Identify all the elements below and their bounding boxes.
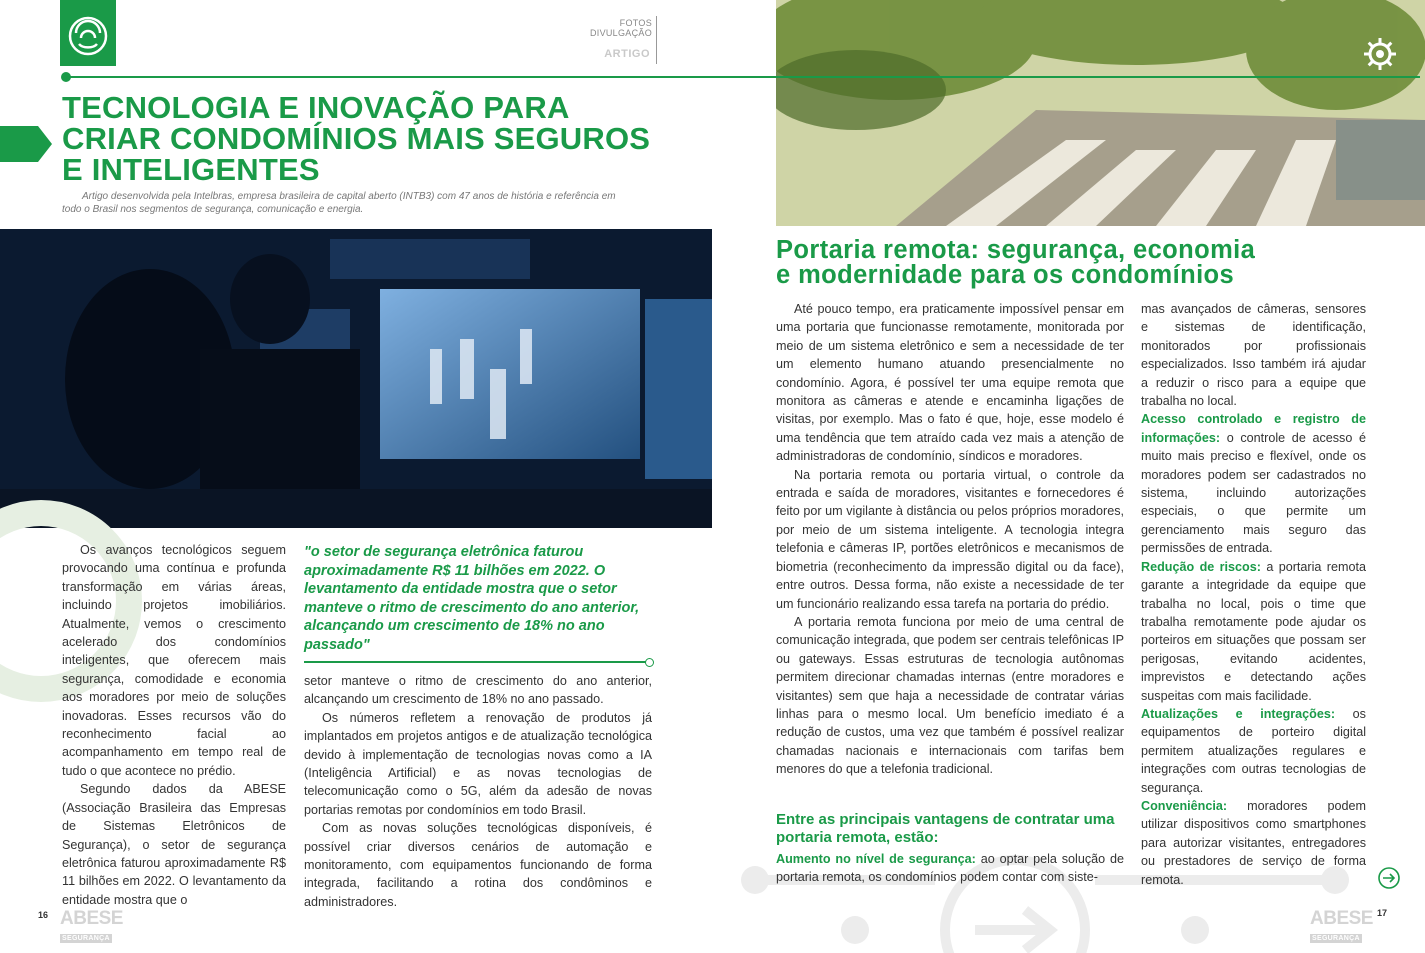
footer-logo-sub: SEGURANÇA	[62, 935, 110, 942]
benefits-subhead: Entre as principais vantagens de contratar uma portaria remota, estão:	[776, 811, 1115, 846]
page-number: 17	[1377, 908, 1388, 918]
arrow-right-circle-icon[interactable]	[1377, 866, 1401, 890]
benefit-text: moradores podem utilizar dispositivos como smartphones para autorizar visitantes, entregadores ou prestadores de serviço de forma remota.	[1141, 798, 1366, 887]
benefit-text: a portaria remota garante a integridade da equipe que trabalha no local, pois o time que trabalha remotamente pode ajudar os porteiros em situações que possam ser perigosas, evitando acidentes, imprevistos e detectando ações suspeitas com mais facilidade.	[1141, 559, 1366, 703]
section-title-line-2: e modernidade para os condomínios	[776, 261, 1235, 289]
photo-credits	[560, 18, 652, 38]
benefit-lead: Conveniência:	[1141, 798, 1228, 813]
right-page	[712, 0, 1425, 953]
section-tag: ARTIGO	[604, 48, 650, 60]
section-title	[776, 238, 1396, 288]
paragraph: A portaria remota funciona por meio de uma central de comunicação integrada, que podem ser centrais telefônicas IP ou gateways. Essas estruturas de tecnologia autônomas permitem direcionar chamadas internas (entre moradores e visitantes) sem que haja a necessidade de contratar várias linhas para o mesmo local. Um benefício imediato é a redução de custos, uma vez que também é possível realizar chamadas nacionais e internacionais com tarifas bem menores do que a telefonia tradicional.	[776, 614, 1124, 777]
article-subtitle: Artigo desenvolvida pela Intelbras, empresa brasileira de capital aberto (INTB3) com 47 anos de história e referência em todo o Brasil nos segmentos de segurança, comunicação e energia.	[62, 191, 616, 215]
benefit-item	[1141, 705, 1366, 797]
section-title-line-1: Portaria remota: segurança, economia	[776, 236, 1256, 264]
article-title	[62, 92, 682, 185]
paragraph: Com as novas soluções tecnológicas disponíveis, é possível criar diversos cenários de automação e monitoramento, com equipamentos funcionando de forma integrada, facilitando a rotina dos condôminos e administradores.	[304, 821, 652, 909]
footer-logo: ABESE	[1310, 908, 1373, 929]
credits-line-1: FOTOS	[619, 18, 652, 28]
paragraph: mas avançados de câmeras, sensores e sistemas de identificação, monitorados por profissionais especializados. Isso também irá ajudar a reduzir o risco para a equipe que trabalha no local.	[1141, 302, 1366, 409]
credits-line-2: DIVULGAÇÃO	[589, 28, 652, 38]
quote-divider	[304, 661, 646, 663]
title-line-1: TECNOLOGIA E INOVAÇÃO PARA	[62, 90, 570, 125]
right-column-2	[1141, 300, 1366, 889]
benefit-lead: Atualizações e integrações:	[1141, 706, 1336, 721]
gear-icon	[1362, 36, 1398, 72]
left-column-2	[304, 672, 652, 911]
title-line-2: CRIAR CONDOMÍNIOS MAIS SEGUROS	[62, 121, 651, 156]
right-column-1	[776, 300, 1124, 779]
benefit-text: o controle de acesso é muito mais preciso e flexível, onde os moradores podem ser cadastrados no sistema, incluindo autorizações especiais, o que permite um gerenciamento mais seguro das permissões de entrada.	[1141, 430, 1366, 556]
building-photo	[776, 0, 1425, 226]
magazine-logo	[60, 0, 116, 66]
benefit-text: os equipamentos de porteiro digital permitem atualizações regulares e integrações com outras tecnologias de segurança.	[1141, 706, 1366, 795]
header-rule	[66, 76, 1420, 78]
footer-logo: ABESE	[60, 908, 123, 929]
chevron-right-icon	[0, 126, 52, 162]
left-page	[0, 0, 712, 953]
benefit-item	[776, 850, 1124, 887]
benefit-item	[1141, 410, 1366, 557]
paragraph: Até pouco tempo, era praticamente impossível pensar em uma portaria que funcionasse remotamente, monitorada por meio de um sistema eletrônico e sem a necessidade de ter um elemento humano atuando presencialmente no condomínio. Agora, é possível ter uma equipe remota que monitora as câmeras e atende e encaminha ligações de visitas, por exemplo. Mas o fato é que, hoje, esse modelo é uma tendência que tem atraído cada vez mais a atenção de administradoras de condomínio, síndicos e moradores.	[776, 302, 1124, 464]
right-column-1-benefit	[776, 850, 1124, 887]
credits-bar	[656, 16, 657, 64]
benefit-item	[1141, 558, 1366, 705]
paragraph: Segundo dados da ABESE (Associação Brasileira das Empresas de Sistemas Eletrônicos de Segurança), o setor de segurança eletrônica faturou aproximadamente R$ 11 bilhões em 2022. O levantamento da entidade mostra que o	[62, 782, 286, 907]
footer-logo-sub: SEGURANÇA	[1312, 935, 1360, 942]
paragraph: Na portaria remota ou portaria virtual, o controle da entrada e saída de moradores, visitantes e fornecedores é feito por um vigilante à distância ou pelos próprios moradores, por meio de um sistema inteligente. A tecnologia integra telefonia e câmeras IP, portões eletrônicos e mecanismos de biometria (reconhecimento da impressão digital ou da face), entre outros. Dessa forma, não existe a necessidade de ter um funcionário realizando essa tarefa na portaria do prédio.	[776, 467, 1124, 611]
page-number: 16	[38, 910, 49, 920]
wifi-signal-icon	[60, 0, 116, 66]
benefit-item	[1141, 797, 1366, 889]
paragraph: Os avanços tecnológicos seguem provocando uma contínua e profunda transformação em várias áreas, incluindo projetos imobiliários. Atualmente, vemos o crescimento acelerado dos condomínios inteligentes, que oferecem mais segurança, comodidade e economia aos moradores por meio de soluções inovadoras. Esses recursos vão do reconhecimento facial ao acompanhamento em tempo real de tudo o que acontece no prédio.	[62, 543, 286, 778]
paragraph: setor manteve o ritmo de crescimento do ano anterior, alcançando um crescimento de 18% no ano passado.	[304, 674, 652, 707]
benefit-lead: Acesso controlado e registro de informações:	[1141, 412, 1366, 445]
quote-divider-dot	[645, 658, 654, 667]
title-line-3: E INTELIGENTES	[62, 152, 320, 187]
benefit-lead: Aumento no nível de segurança:	[776, 852, 976, 866]
benefit-text: ao optar pela solução de portaria remota, os condomínios podem contar com siste-	[776, 852, 1124, 885]
benefit-lead: Redução de riscos:	[1141, 559, 1261, 574]
paragraph: Os números refletem a renovação de produtos já implantados em projetos antigos e de atualização tecnológica devido à implementação de tecnologias novas como a IA (Inteligência Artificial) e as novas tecnologias de telecomunicação como o 5G, além da adesão de novas portarias remotas por condomínios em todo Brasil.	[304, 710, 652, 817]
header-rule-dot	[61, 72, 71, 82]
control-room-photo	[0, 229, 712, 528]
pull-quote: "o setor de segurança eletrônica faturou aproximadamente R$ 11 bilhões em 2022. O levantamento da entidade mostra que o setor manteve o ritmo de crescimento do ano anterior, alcançando um crescimento de 18% no ano passado"	[304, 544, 640, 653]
left-column-1	[62, 541, 286, 909]
